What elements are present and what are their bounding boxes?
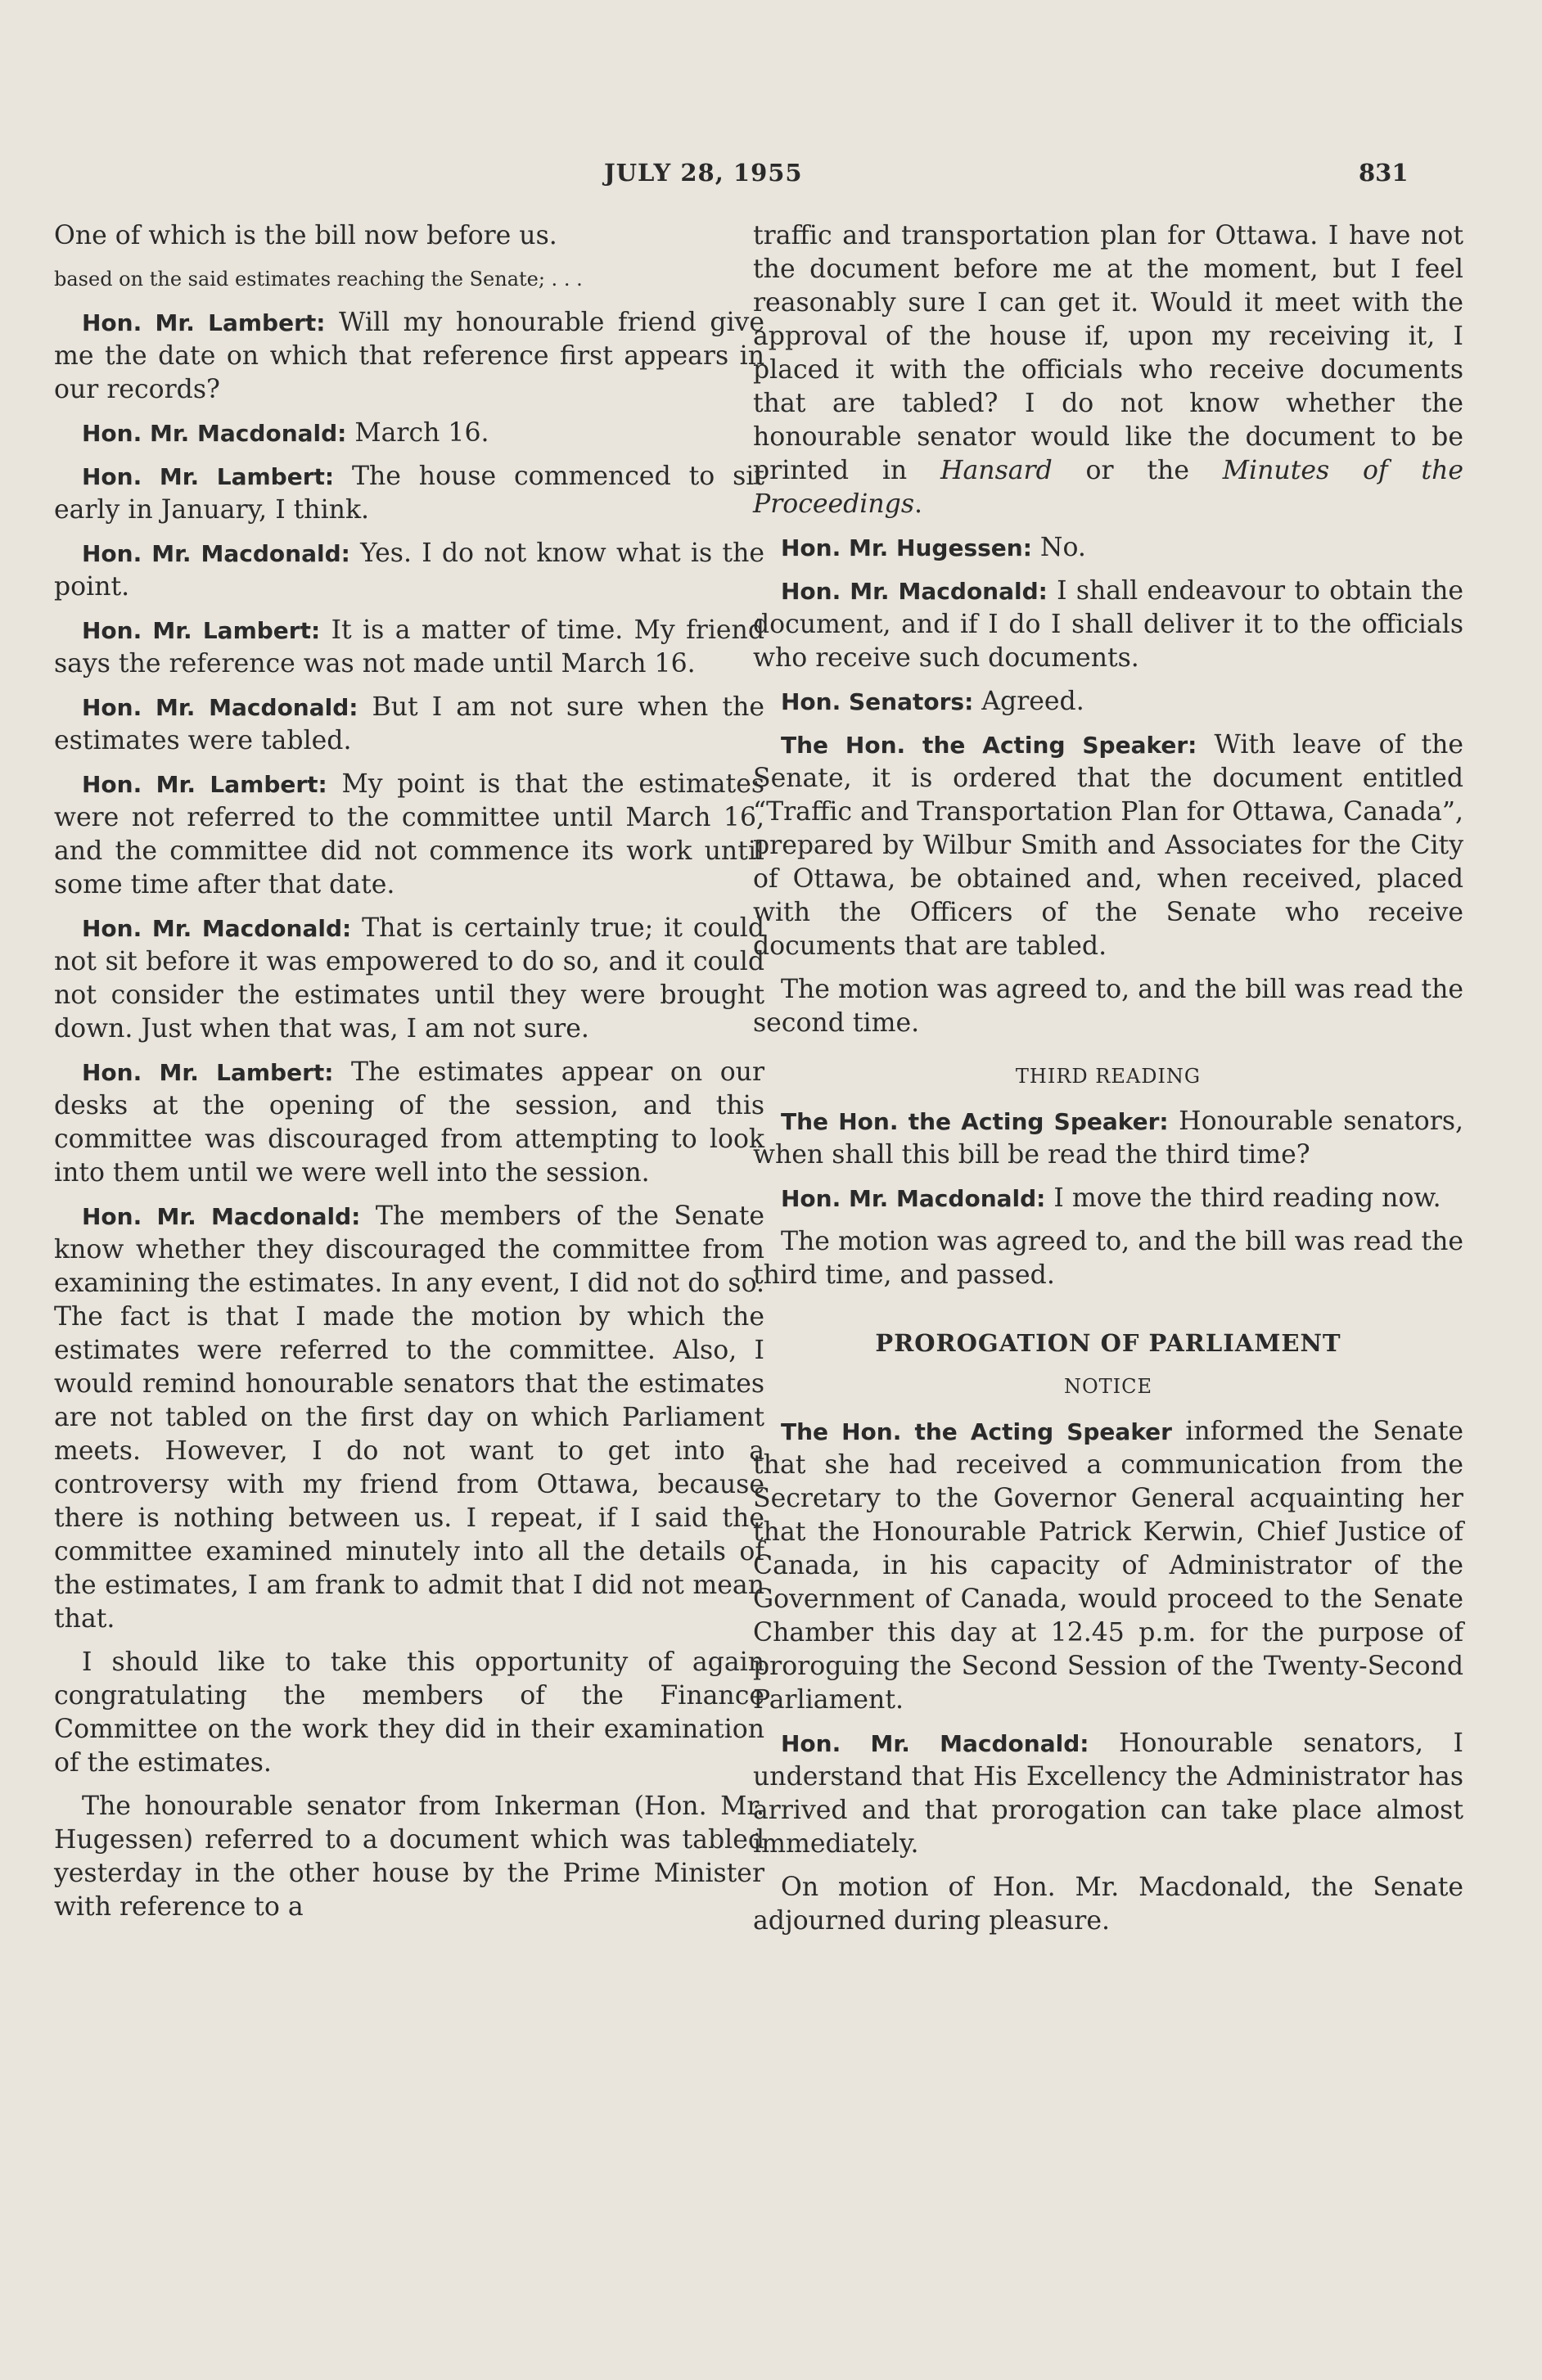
speech-text: Agreed.	[973, 687, 1084, 716]
text-run: or the	[1052, 456, 1223, 485]
speech-text: My point is that the estimates were not referred to the committee until March 16, and the committee did not commence its work until some time after that date.	[54, 769, 764, 899]
speech-text: March 16.	[346, 418, 489, 448]
speech-paragraph	[54, 417, 764, 450]
speech-paragraph	[54, 537, 764, 604]
speaker-name: Hon. Mr. Lambert:	[82, 771, 327, 798]
left-column	[54, 219, 764, 1934]
speech-text: No.	[1031, 533, 1086, 562]
speech-paragraph	[54, 912, 764, 1046]
speaker-name: Hon. Mr. Lambert:	[82, 309, 326, 336]
italic-title: Minutes of the Proceedings	[753, 456, 1463, 519]
speech-paragraph	[54, 1200, 764, 1636]
speaker-name: Hon. Mr. Macdonald:	[781, 578, 1048, 605]
speech-paragraph	[753, 728, 1463, 963]
speech-paragraph	[54, 306, 764, 407]
speaker-name: The Hon. the Acting Speaker:	[781, 1108, 1169, 1135]
page-header	[0, 154, 1542, 193]
paragraph: The motion was agreed to, and the bill was read the second time.	[753, 975, 1463, 1038]
speech-text: I move the third reading now.	[1045, 1183, 1441, 1213]
speech-paragraph	[753, 1415, 1463, 1717]
text-run: traffic and transportation plan for Ottawa. I have not the document before me at the moment, but I feel reasonably sure I can get it. Would it meet with the approval of the house if, upon my receiving it, I placed it with the officials who receive documents that are tabled? I do not know whether the honourable senator would like the document to be printed in	[753, 221, 1463, 485]
speaker-name: Hon. Mr. Lambert:	[82, 463, 335, 490]
speech-text: It is a matter of time. My friend says the reference was not made until March 16.	[54, 615, 764, 678]
speech-paragraph	[753, 1727, 1463, 1861]
paragraph: One of which is the bill now before us.	[54, 221, 557, 250]
paragraph: On motion of Hon. Mr. Macdonald, the Senate adjourned during pleasure.	[753, 1873, 1463, 1936]
speaker-name: Hon. Mr. Lambert:	[82, 1059, 334, 1086]
speech-text: The estimates appear on our desks at the opening of the session, and this committee was discouraged from attempting to look into them until we were well into the session.	[54, 1057, 765, 1188]
paragraph: The motion was agreed to, and the bill was read the third time, and passed.	[753, 1227, 1463, 1290]
speech-text: The house commenced to sit early in January, I think.	[54, 462, 764, 525]
italic-title: Hansard	[940, 456, 1053, 485]
speech-paragraph	[753, 1182, 1463, 1215]
speech-paragraph	[54, 768, 764, 902]
quoted-text: based on the said estimates reaching the Senate; . . .	[54, 268, 583, 291]
speech-paragraph	[54, 614, 764, 681]
speaker-name: Hon. Mr. Macdonald:	[781, 1185, 1046, 1212]
section-heading-prorogation: PROROGATION OF PARLIAMENT	[875, 1329, 1341, 1357]
speech-paragraph	[753, 685, 1463, 719]
speech-text: But I am not sure when the estimates were tabled.	[54, 692, 765, 755]
subheading-notice: NOTICE	[1063, 1375, 1153, 1398]
speech-paragraph	[54, 1056, 764, 1190]
speaker-name: The Hon. the Acting Speaker	[781, 1418, 1172, 1445]
speaker-name: Hon. Mr. Macdonald:	[82, 540, 350, 567]
speech-paragraph	[54, 691, 764, 758]
speech-text: Honourable senators, when shall this bill be read the third time?	[753, 1107, 1464, 1170]
speech-text: informed the Senate that she had received a communication from the Secretary to the Governor General acquainting her that the Honourable Patrick Kerwin, Chief Justice of Canada, in his capacity of Administrator of the Government of Canada, would proceed to the Senate Chamber this day at 12.45 p.m. for the purpose of proroguing the Second Session of the Twenty-Second Parliament.	[753, 1417, 1463, 1715]
speaker-name: Hon. Mr. Lambert:	[82, 617, 321, 644]
speech-text: Honourable senators, I understand that His Excellency the Administrator has arrived and that prorogation can take place almost immediately.	[753, 1729, 1463, 1859]
speech-paragraph	[753, 575, 1463, 675]
speaker-name: Hon. Mr. Macdonald:	[82, 694, 358, 721]
speech-text: I shall endeavour to obtain the document, and if I do I shall deliver it to the officials who receive such documents.	[753, 576, 1463, 673]
speech-paragraph	[54, 460, 764, 527]
speech-text: The members of the Senate know whether they discouraged the committee from examining the estimates. In any event, I did not do so. The fact is that I made the motion by which the estimates were referred to the committee. Also, I would remind honourable senators that the estimates are not tabled on the first day on which Parliament meets. However, I do not want to get into a controversy with my friend from Ottawa, because there is nothing between us. I repeat, if I said the committee examined minutely into all the details of the estimates, I am frank to admit that I did not mean that.	[54, 1201, 765, 1634]
speaker-name: Hon. Mr. Macdonald:	[82, 1203, 361, 1230]
text-run: .	[914, 489, 923, 519]
continuation-paragraph	[753, 219, 1463, 521]
paragraph: The honourable senator from Inkerman (Hon. Mr. Hugessen) referred to a document which was tabled yesterday in the other house by the Prime Minister with reference to a	[54, 1792, 764, 1922]
speech-paragraph	[753, 1105, 1463, 1172]
speech-paragraph	[753, 531, 1463, 565]
speaker-name: Hon. Mr. Macdonald:	[82, 420, 347, 447]
speaker-name: Hon. Mr. Macdonald:	[82, 915, 352, 942]
speech-text: That is certainly true; it could not sit before it was empowered to do so, and it could not consider the estimates until they were brought down. Just when that was, I am not sure.	[54, 913, 764, 1044]
speech-text: With leave of the Senate, it is ordered that the document entitled “Traffic and Transportation Plan for Ottawa, Canada”, prepared by Wilbur Smith and Associates for the City of Ottawa, be obtained and, when received, placed with the Officers of the Senate who receive documents that are tabled.	[753, 730, 1463, 961]
right-column	[753, 219, 1463, 1948]
page-number: 831	[1359, 159, 1409, 187]
speaker-name: Hon. Senators:	[781, 688, 974, 715]
section-heading-third-reading: THIRD READING	[1015, 1065, 1202, 1088]
speaker-name: Hon. Mr. Macdonald:	[781, 1730, 1089, 1757]
page-date: JULY 28, 1955	[604, 159, 803, 187]
speech-text: Yes. I do not know what is the point.	[54, 539, 764, 602]
paragraph: I should like to take this opportunity of again congratulating the members of the Finance Committee on the work they did in their examination of the estimates.	[54, 1648, 764, 1778]
speaker-name: The Hon. the Acting Speaker:	[781, 732, 1197, 759]
speech-text: Will my honourable friend give me the date on which that reference first appears in our records?	[54, 308, 764, 404]
speaker-name: Hon. Mr. Hugessen:	[781, 534, 1032, 561]
